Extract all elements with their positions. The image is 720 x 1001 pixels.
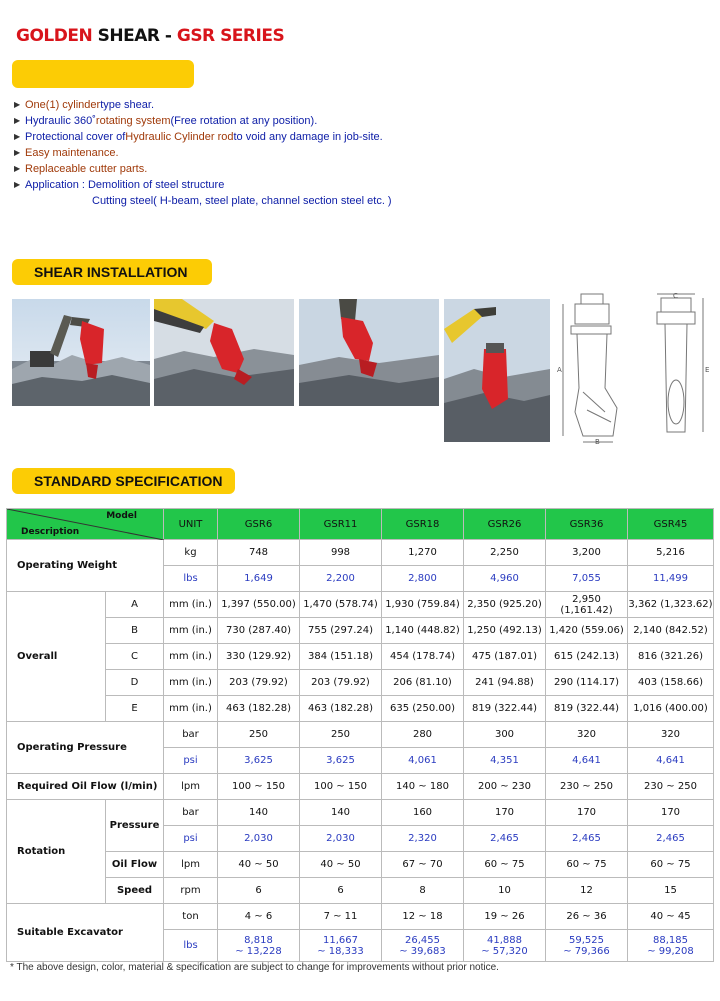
dimension-letter: D	[106, 670, 164, 696]
table-row	[7, 722, 714, 748]
range-start: 8,818	[244, 934, 273, 946]
dimension-letter: E	[106, 696, 164, 722]
value-cell: 384 (151.18)	[300, 644, 382, 670]
range-end: ~ 79,366	[563, 945, 610, 957]
header-accent-bar	[12, 60, 194, 88]
header-model: GSR6	[218, 509, 300, 540]
value-cell: 1,016 (400.00)	[628, 696, 714, 722]
value-cell: 15	[628, 878, 714, 904]
feature-text: Cutting steel( H-beam, steel plate, channel section steel etc. )	[92, 195, 392, 207]
range-start: 88,185	[653, 934, 688, 946]
feature-text: rotating system	[95, 115, 171, 127]
value-cell	[546, 930, 628, 962]
section-bar-installation: SHEAR INSTALLATION	[12, 259, 212, 285]
row-label: Overall	[7, 592, 106, 722]
value-cell: 3,200	[546, 540, 628, 566]
feature-list	[14, 97, 392, 209]
value-cell: 6	[300, 878, 382, 904]
unit-cell: lbs	[164, 930, 218, 962]
value-cell: 2,030	[300, 826, 382, 852]
table-row	[7, 540, 714, 566]
unit-cell: rpm	[164, 878, 218, 904]
value-cell: 230 ~ 250	[628, 774, 714, 800]
bullet-arrow-icon: ▶	[14, 132, 21, 141]
feature-item	[14, 113, 392, 129]
value-cell: 3,625	[300, 748, 382, 774]
range-start: 11,667	[323, 934, 358, 946]
value-cell: 170	[464, 800, 546, 826]
value-cell	[382, 930, 464, 962]
value-cell: 4,351	[464, 748, 546, 774]
dimension-label-a: A	[557, 366, 562, 374]
value-cell: 6	[218, 878, 300, 904]
value-cell: 170	[546, 800, 628, 826]
value-cell	[300, 930, 382, 962]
sub-label: Speed	[106, 878, 164, 904]
table-row	[7, 904, 714, 930]
value-cell: 816 (321.26)	[628, 644, 714, 670]
unit-cell: mm (in.)	[164, 696, 218, 722]
feature-text: Hydraulic 360˚	[25, 115, 96, 127]
header-model: GSR11	[300, 509, 382, 540]
bullet-arrow-icon: ▶	[14, 180, 21, 189]
bullet-arrow-icon: ▶	[14, 164, 21, 173]
value-cell: 60 ~ 75	[464, 852, 546, 878]
value-cell: 1,930 (759.84)	[382, 592, 464, 618]
value-cell: 7 ~ 11	[300, 904, 382, 930]
value-cell: 140 ~ 180	[382, 774, 464, 800]
unit-cell: lbs	[164, 566, 218, 592]
range-end: ~ 18,333	[317, 945, 364, 957]
feature-text: to void any damage in job-site.	[233, 131, 383, 143]
row-label: Operating Weight	[7, 540, 164, 592]
value-cell: 2,950 (1,161.42)	[546, 592, 628, 618]
value-cell: 100 ~ 150	[218, 774, 300, 800]
section-bar-specification: STANDARD SPECIFICATION	[12, 468, 235, 494]
value-cell: 5,216	[628, 540, 714, 566]
unit-cell: bar	[164, 722, 218, 748]
value-cell: 819 (322.44)	[546, 696, 628, 722]
value-cell: 463 (182.28)	[300, 696, 382, 722]
value-cell: 1,420 (559.06)	[546, 618, 628, 644]
value-cell: 4,641	[628, 748, 714, 774]
value-cell: 635 (250.00)	[382, 696, 464, 722]
dimension-label-c: C	[673, 292, 678, 300]
value-cell: 4 ~ 6	[218, 904, 300, 930]
unit-cell: bar	[164, 800, 218, 826]
header-model: GSR18	[382, 509, 464, 540]
value-cell: 8	[382, 878, 464, 904]
value-cell: 19 ~ 26	[464, 904, 546, 930]
row-label: Operating Pressure	[7, 722, 164, 774]
installation-photo-3	[299, 299, 439, 406]
value-cell: 203 (79.92)	[218, 670, 300, 696]
table-header-row	[7, 509, 714, 540]
feature-text: Replaceable cutter parts.	[25, 163, 148, 175]
value-cell: 755 (297.24)	[300, 618, 382, 644]
bullet-arrow-icon: ▶	[14, 100, 21, 109]
range-end: ~ 13,228	[235, 945, 282, 957]
description-label: Description	[21, 527, 80, 537]
feature-item	[14, 161, 392, 177]
feature-text: Hydraulic Cylinder rod	[125, 131, 234, 143]
unit-cell: mm (in.)	[164, 644, 218, 670]
value-cell: 160	[382, 800, 464, 826]
value-cell: 1,250 (492.13)	[464, 618, 546, 644]
value-cell: 2,350 (925.20)	[464, 592, 546, 618]
feature-item	[14, 145, 392, 161]
value-cell: 615 (242.13)	[546, 644, 628, 670]
value-cell: 230 ~ 250	[546, 774, 628, 800]
table-row	[7, 878, 714, 904]
unit-cell: lpm	[164, 852, 218, 878]
value-cell: 2,465	[628, 826, 714, 852]
value-cell: 12 ~ 18	[382, 904, 464, 930]
value-cell: 250	[218, 722, 300, 748]
value-cell: 11,499	[628, 566, 714, 592]
value-cell: 320	[628, 722, 714, 748]
value-cell	[628, 930, 714, 962]
value-cell: 206 (81.10)	[382, 670, 464, 696]
value-cell: 475 (187.01)	[464, 644, 546, 670]
unit-cell: mm (in.)	[164, 592, 218, 618]
unit-cell: mm (in.)	[164, 670, 218, 696]
value-cell: 67 ~ 70	[382, 852, 464, 878]
value-cell: 140	[300, 800, 382, 826]
table-row	[7, 800, 714, 826]
sub-label: Oil Flow	[106, 852, 164, 878]
installation-photo-2	[154, 299, 294, 406]
value-cell: 3,362 (1,323.62)	[628, 592, 714, 618]
value-cell: 1,397 (550.00)	[218, 592, 300, 618]
header-model: GSR45	[628, 509, 714, 540]
dimension-letter: A	[106, 592, 164, 618]
row-label: Rotation	[7, 800, 106, 904]
feature-text: Application : Demolition of steel structure	[25, 179, 225, 191]
value-cell: 280	[382, 722, 464, 748]
unit-cell: mm (in.)	[164, 618, 218, 644]
unit-cell: ton	[164, 904, 218, 930]
value-cell: 200 ~ 230	[464, 774, 546, 800]
value-cell: 2,465	[546, 826, 628, 852]
range-start: 59,525	[569, 934, 604, 946]
table-row	[7, 618, 714, 644]
value-cell: 730 (287.40)	[218, 618, 300, 644]
value-cell: 3,625	[218, 748, 300, 774]
value-cell: 250	[300, 722, 382, 748]
value-cell: 300	[464, 722, 546, 748]
page-title: GOLDEN SHEAR - GSR SERIES	[16, 26, 285, 46]
dimension-label-e: E	[705, 366, 710, 374]
table-row	[7, 592, 714, 618]
value-cell: 463 (182.28)	[218, 696, 300, 722]
feature-item	[14, 97, 392, 113]
value-cell: 2,140 (842.52)	[628, 618, 714, 644]
value-cell: 40 ~ 50	[300, 852, 382, 878]
value-cell: 1,140 (448.82)	[382, 618, 464, 644]
value-cell: 330 (129.92)	[218, 644, 300, 670]
model-label: Model	[106, 511, 137, 521]
row-label: Suitable Excavator	[7, 904, 164, 962]
value-cell: 4,960	[464, 566, 546, 592]
value-cell: 7,055	[546, 566, 628, 592]
value-cell: 140	[218, 800, 300, 826]
feature-text: type shear.	[100, 99, 155, 111]
value-cell: 40 ~ 45	[628, 904, 714, 930]
value-cell: 26 ~ 36	[546, 904, 628, 930]
table-row	[7, 696, 714, 722]
range-start: 41,888	[487, 934, 522, 946]
value-cell: 4,061	[382, 748, 464, 774]
feature-item	[14, 193, 392, 209]
value-cell: 2,200	[300, 566, 382, 592]
installation-photo-1	[12, 299, 150, 406]
value-cell: 10	[464, 878, 546, 904]
value-cell: 2,800	[382, 566, 464, 592]
value-cell: 1,470 (578.74)	[300, 592, 382, 618]
table-row	[7, 774, 714, 800]
header-model: GSR36	[546, 509, 628, 540]
value-cell: 1,270	[382, 540, 464, 566]
feature-text: Easy maintenance.	[25, 147, 119, 159]
row-label: Required Oil Flow (l/min)	[7, 774, 164, 800]
dimension-drawing	[553, 292, 713, 448]
value-cell: 290 (114.17)	[546, 670, 628, 696]
value-cell: 320	[546, 722, 628, 748]
value-cell: 40 ~ 50	[218, 852, 300, 878]
value-cell: 241 (94.88)	[464, 670, 546, 696]
header-unit: UNIT	[164, 509, 218, 540]
feature-text: (Free rotation at any position).	[170, 115, 318, 127]
value-cell: 203 (79.92)	[300, 670, 382, 696]
value-cell: 748	[218, 540, 300, 566]
value-cell: 60 ~ 75	[628, 852, 714, 878]
value-cell: 100 ~ 150	[300, 774, 382, 800]
value-cell: 60 ~ 75	[546, 852, 628, 878]
value-cell: 1,649	[218, 566, 300, 592]
installation-photo-4	[444, 299, 550, 442]
value-cell: 2,030	[218, 826, 300, 852]
unit-cell: kg	[164, 540, 218, 566]
header-model: GSR26	[464, 509, 546, 540]
dimension-letter: B	[106, 618, 164, 644]
value-cell: 454 (178.74)	[382, 644, 464, 670]
value-cell	[464, 930, 546, 962]
bullet-arrow-icon: ▶	[14, 148, 21, 157]
unit-cell: lpm	[164, 774, 218, 800]
range-end: ~ 99,208	[647, 945, 694, 957]
value-cell: 403 (158.66)	[628, 670, 714, 696]
range-start: 26,455	[405, 934, 440, 946]
feature-item	[14, 129, 392, 145]
table-row	[7, 852, 714, 878]
value-cell: 170	[628, 800, 714, 826]
range-end: ~ 39,683	[399, 945, 446, 957]
value-cell: 2,465	[464, 826, 546, 852]
disclaimer-note: * The above design, color, material & specification are subject to change for improvements without prior notice.	[10, 962, 499, 973]
unit-cell: psi	[164, 748, 218, 774]
header-model-description	[7, 509, 164, 540]
specification-table	[6, 508, 714, 962]
dimension-label-b: B	[595, 438, 600, 446]
value-cell: 12	[546, 878, 628, 904]
feature-text: Protectional cover of	[25, 131, 126, 143]
range-end: ~ 57,320	[481, 945, 528, 957]
table-row	[7, 644, 714, 670]
value-cell	[218, 930, 300, 962]
sub-label: Pressure	[106, 800, 164, 852]
unit-cell: psi	[164, 826, 218, 852]
table-row	[7, 670, 714, 696]
dimension-letter: C	[106, 644, 164, 670]
feature-item	[14, 177, 392, 193]
value-cell: 4,641	[546, 748, 628, 774]
feature-text: One(1) cylinder	[25, 99, 101, 111]
value-cell: 2,320	[382, 826, 464, 852]
value-cell: 998	[300, 540, 382, 566]
value-cell: 2,250	[464, 540, 546, 566]
bullet-arrow-icon: ▶	[14, 116, 21, 125]
value-cell: 819 (322.44)	[464, 696, 546, 722]
